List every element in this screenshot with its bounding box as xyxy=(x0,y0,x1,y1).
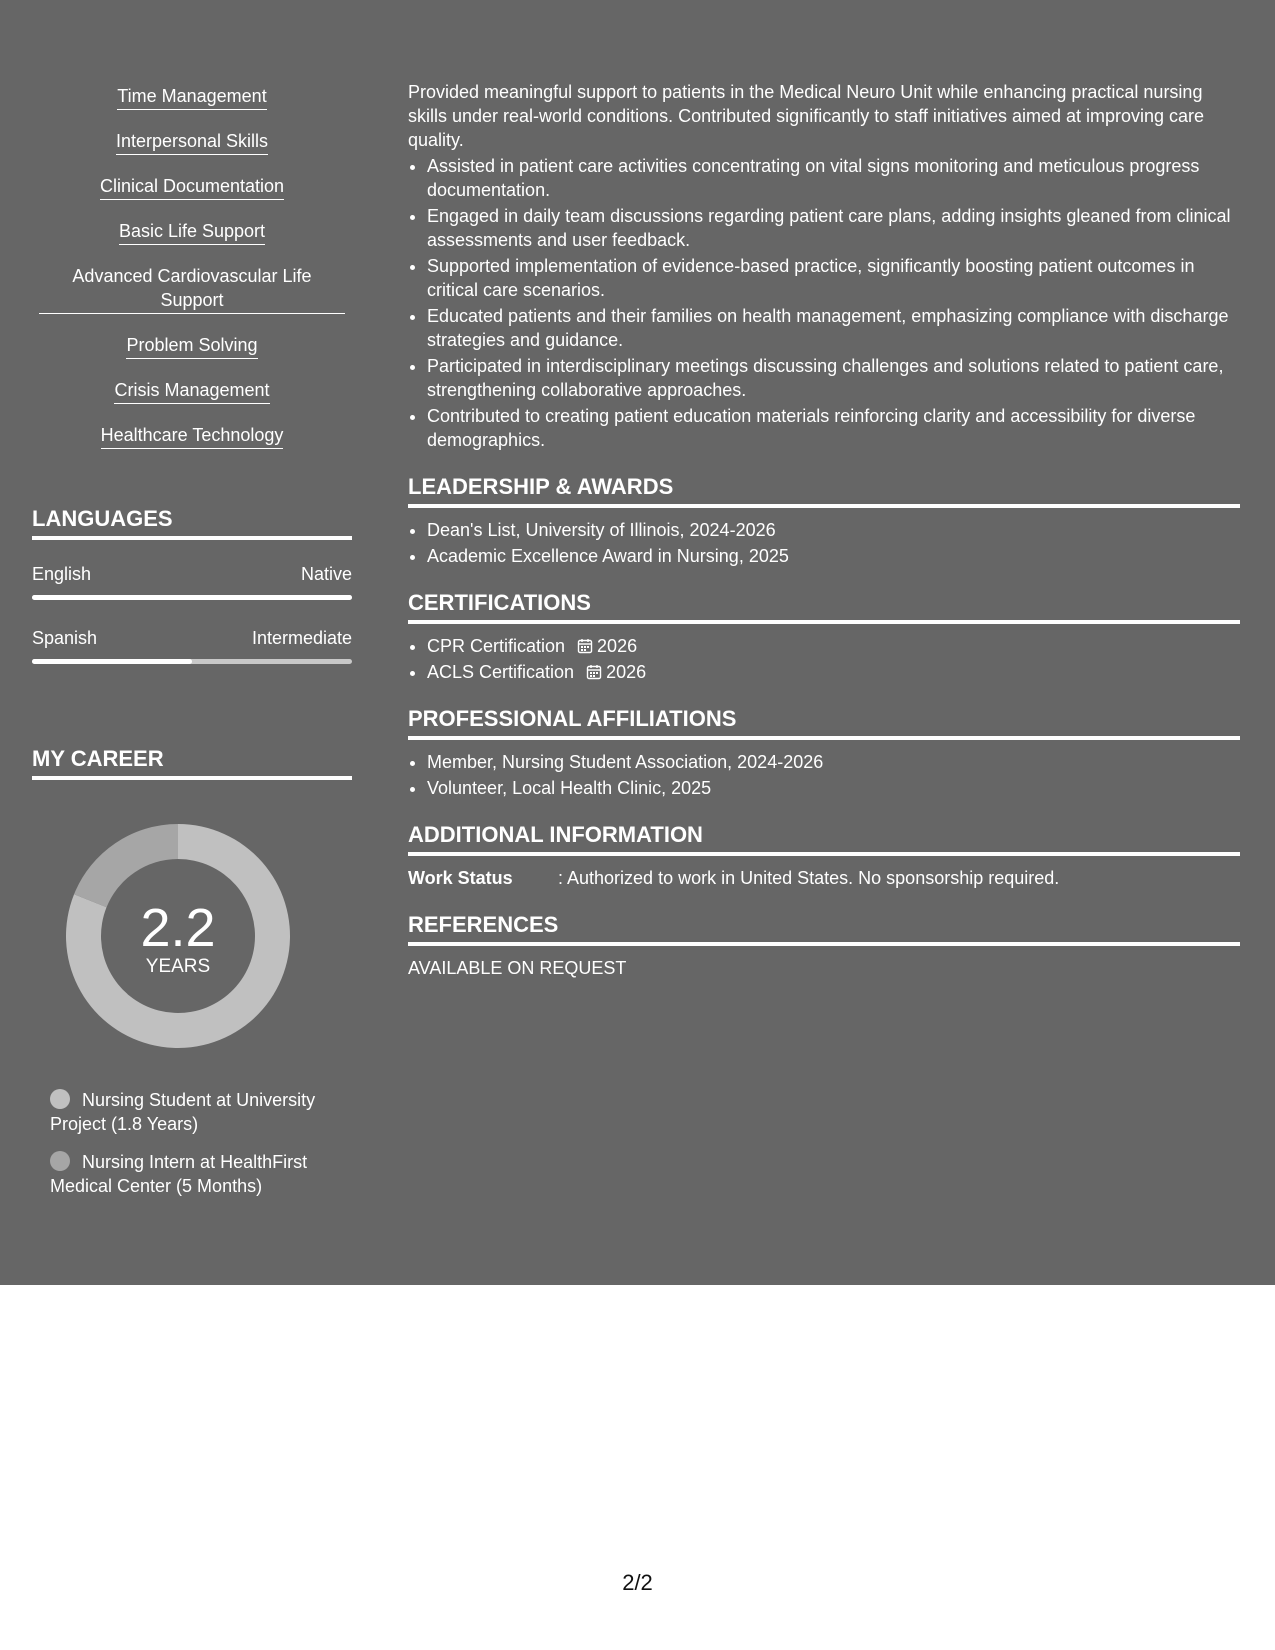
certifications-section xyxy=(408,590,1240,684)
certifications-list xyxy=(408,634,1240,684)
language-level: Intermediate xyxy=(251,628,352,648)
career-legend xyxy=(50,1088,350,1212)
work-status-label: Work Status xyxy=(408,868,513,888)
list-item: • Volunteer, Local Health Clinic, 2025 xyxy=(427,776,1240,800)
work-status-value: : Authorized to work in United States. No sponsorship required. xyxy=(558,868,1060,888)
certifications-title: CERTIFICATIONS xyxy=(408,590,1240,624)
certification-name: CPR Certification xyxy=(427,636,566,656)
skill-item: Healthcare Technology xyxy=(101,423,284,449)
references-title: REFERENCES xyxy=(408,912,1240,946)
affiliations-section xyxy=(408,706,1240,800)
list-item: • Academic Excellence Award in Nursing, 2025 xyxy=(427,544,1240,568)
language-row xyxy=(32,562,352,586)
language-bar xyxy=(32,659,352,664)
leadership-section xyxy=(408,474,1240,568)
languages-section xyxy=(32,506,352,664)
languages-title: LANGUAGES xyxy=(32,506,352,540)
list-item xyxy=(427,660,1240,684)
right-column xyxy=(408,80,1240,980)
language-bar-fill xyxy=(32,595,352,600)
experience-bullets xyxy=(408,154,1240,452)
language-name: Spanish xyxy=(32,628,98,648)
list-item: • Engaged in daily team discussions regarding patient care plans, adding insights gleaned from clinical assessments and user feedback. xyxy=(427,204,1240,252)
legend-dot xyxy=(50,1089,70,1109)
list-item: • Dean's List, University of Illinois, 2024-2026 xyxy=(427,518,1240,542)
career-total-value: 2.2 xyxy=(140,898,216,958)
leadership-title: LEADERSHIP & AWARDS xyxy=(408,474,1240,508)
references-text: AVAILABLE ON REQUEST xyxy=(408,958,627,978)
references-section xyxy=(408,912,1240,980)
career-title: MY CAREER xyxy=(32,746,352,780)
skill-item: Advanced Cardiovascular Life Support xyxy=(39,264,345,314)
work-status-row xyxy=(408,866,1240,890)
additional-info-title: ADDITIONAL INFORMATION xyxy=(408,822,1240,856)
skill-item: Problem Solving xyxy=(126,333,257,359)
skills-list xyxy=(32,84,352,468)
legend-label: Nursing Intern at HealthFirst Medical Center (5 Months) xyxy=(50,1152,308,1196)
affiliations-title: PROFESSIONAL AFFILIATIONS xyxy=(408,706,1240,740)
certification-name: ACLS Certification xyxy=(427,662,575,682)
legend-dot xyxy=(50,1151,70,1171)
leadership-list xyxy=(408,518,1240,568)
list-item: • Educated patients and their families on health management, emphasizing compliance with discharge strategies and guidance. xyxy=(427,304,1240,352)
skill-item: Interpersonal Skills xyxy=(116,129,268,155)
career-total xyxy=(66,824,290,1048)
language-level: Native xyxy=(300,564,352,584)
page-number: 2/2 xyxy=(622,1570,653,1595)
experience-intro: Provided meaningful support to patients in the Medical Neuro Unit while enhancing practical nursing skills under real-world conditions. Contributed significantly to staff initiatives aimed at improving care quality. xyxy=(408,82,1205,150)
skill-item: Clinical Documentation xyxy=(100,174,284,200)
skill-item: Time Management xyxy=(117,84,266,110)
legend-item xyxy=(50,1088,350,1136)
certification-year: 2026 xyxy=(597,636,638,656)
legend-label: Nursing Student at University Project (1.8 Years) xyxy=(50,1090,316,1134)
list-item: • Assisted in patient care activities concentrating on vital signs monitoring and meticulous progress documentation. xyxy=(427,154,1240,202)
language-bar-fill xyxy=(32,659,192,664)
language-row xyxy=(32,626,352,650)
certification-year: 2026 xyxy=(606,662,647,682)
affiliations-list xyxy=(408,750,1240,800)
list-item: • Member, Nursing Student Association, 2024-2026 xyxy=(427,750,1240,774)
list-item: • Supported implementation of evidence-based practice, significantly boosting patient outcomes in critical care scenarios. xyxy=(427,254,1240,302)
calendar-icon xyxy=(577,638,593,654)
list-item: • Participated in interdisciplinary meetings discussing challenges and solutions related to patient care, strengthening collaborative approaches. xyxy=(427,354,1240,402)
list-item xyxy=(427,634,1240,658)
language-bar xyxy=(32,595,352,600)
career-total-unit: YEARS xyxy=(145,956,211,977)
skill-item: Crisis Management xyxy=(114,378,269,404)
additional-info-section xyxy=(408,822,1240,890)
list-item: • Contributed to creating patient education materials reinforcing clarity and accessibility for diverse demographics. xyxy=(427,404,1240,452)
career-section xyxy=(32,746,352,1196)
skill-item: Basic Life Support xyxy=(119,219,265,245)
legend-item xyxy=(50,1150,350,1198)
calendar-icon xyxy=(586,664,602,680)
language-name: English xyxy=(32,564,92,584)
